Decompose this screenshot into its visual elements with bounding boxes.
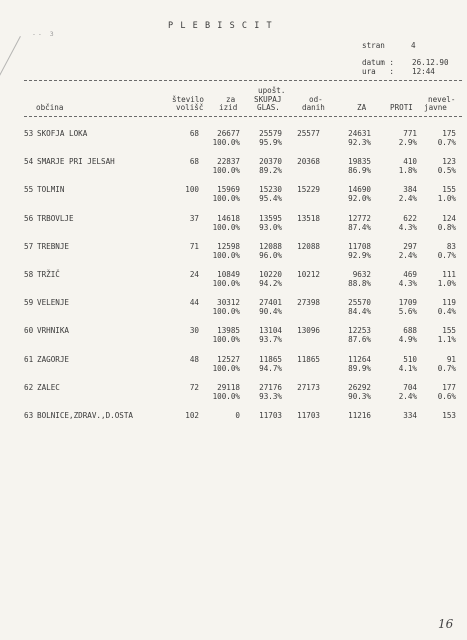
time-label: ura :	[362, 67, 395, 76]
cell-skupaj: 12088	[259, 241, 282, 251]
cell-oddanih: 12088	[297, 241, 320, 251]
cell-proti-pct: 4.3%	[398, 222, 417, 232]
corner-mark: -- 3	[32, 30, 56, 38]
table-row	[0, 299, 467, 329]
cell-skupaj-pct: 95.9%	[259, 138, 282, 147]
cell-skupaj: 27401	[259, 298, 282, 308]
cell-skupaj: 13595	[259, 213, 282, 223]
cell-za: 11264	[348, 354, 371, 364]
cell-za-pct: 88.8%	[348, 279, 371, 288]
cell-volisc: 71	[189, 241, 199, 251]
cell-nevel-pct: 1.1%	[437, 335, 456, 345]
cell-no: 61	[24, 354, 34, 364]
cell-proti: 297	[403, 241, 417, 251]
header-upost-3: izid	[219, 103, 238, 112]
cell-izid: 12527	[217, 354, 240, 364]
cell-name: TRBOVLJE	[37, 213, 74, 223]
cell-izid: 13985	[217, 326, 240, 336]
table-row	[0, 243, 467, 273]
cell-nevel: 155	[442, 185, 456, 195]
cell-oddanih: 27173	[297, 382, 320, 392]
cell-skupaj: 25579	[259, 129, 282, 138]
cell-nevel: 83	[446, 241, 456, 251]
cell-za: 12253	[348, 326, 371, 336]
cell-izid-pct: 100.0%	[212, 335, 240, 345]
cell-izid: 0	[235, 411, 240, 420]
cell-oddanih: 13096	[297, 326, 320, 336]
cell-nevel-pct: 0.5%	[437, 166, 456, 176]
cell-no: 57	[24, 241, 34, 251]
cell-name: VELENJE	[37, 298, 70, 308]
table-row	[0, 327, 467, 357]
cell-no: 63	[24, 411, 34, 420]
table-row	[0, 186, 467, 216]
cell-za-pct: 92.3%	[348, 138, 371, 147]
cell-no: 56	[24, 213, 34, 223]
cell-izid-pct: 100.0%	[212, 222, 240, 232]
cell-za-pct: 92.9%	[348, 250, 371, 260]
header-neveljavne-2: javne	[424, 103, 447, 112]
cell-oddanih: 27398	[297, 298, 320, 308]
cell-oddanih: 13518	[297, 213, 320, 223]
cell-za-pct: 87.4%	[348, 222, 371, 232]
cell-proti-pct: 4.9%	[398, 335, 417, 345]
cell-volisc: 48	[189, 354, 199, 364]
cell-skupaj-pct: 89.2%	[259, 166, 282, 176]
cell-za: 9632	[352, 270, 371, 279]
header-upost-1: upošt.	[258, 86, 286, 95]
table-row	[0, 271, 467, 301]
cell-proti-pct: 4.1%	[398, 363, 417, 373]
cell-skupaj-pct: 95.4%	[259, 194, 282, 204]
cell-volisc: 24	[189, 270, 199, 279]
cell-nevel-pct: 0.7%	[437, 250, 456, 260]
cell-proti-pct: 4.3%	[398, 279, 417, 288]
cell-proti-pct: 2.4%	[398, 194, 417, 204]
cell-nevel: 123	[442, 157, 456, 167]
cell-izid-pct: 100.0%	[212, 166, 240, 176]
cell-volisc: 72	[189, 382, 199, 392]
header-skupaj-2: GLAS.	[257, 103, 280, 112]
cell-proti: 1709	[398, 298, 417, 308]
cell-no: 59	[24, 298, 34, 308]
header-za: ZA	[357, 103, 367, 112]
table-row	[0, 356, 467, 386]
cell-proti: 469	[403, 270, 417, 279]
cell-name: ZALEC	[37, 382, 60, 392]
cell-izid-pct: 100.0%	[212, 307, 240, 317]
cell-oddanih: 25577	[297, 129, 320, 138]
table-row	[0, 215, 467, 245]
document-title: PLEBISCIT	[168, 21, 279, 31]
cell-izid-pct: 100.0%	[212, 363, 240, 373]
cell-volisc: 102	[185, 411, 199, 420]
header-oddanih-2: danih	[302, 103, 325, 112]
header-oddanih-1: od-	[309, 95, 323, 104]
cell-nevel-pct: 0.7%	[437, 138, 456, 147]
cell-name: ZAGORJE	[37, 354, 70, 364]
cell-skupaj: 11865	[259, 354, 282, 364]
cell-oddanih: 11703	[297, 411, 320, 420]
cell-oddanih: 10212	[297, 270, 320, 279]
cell-nevel-pct: 0.6%	[437, 391, 456, 401]
cell-proti-pct: 1.8%	[398, 166, 417, 176]
cell-volisc: 100	[185, 185, 199, 195]
cell-volisc: 37	[189, 213, 199, 223]
cell-skupaj: 20370	[259, 157, 282, 167]
cell-izid: 22837	[217, 157, 240, 167]
cell-name: BOLNICE,ZDRAV.,D.OSTA	[37, 411, 134, 420]
cell-za: 19835	[348, 157, 371, 167]
cell-za: 26292	[348, 382, 371, 392]
cell-izid-pct: 100.0%	[212, 138, 240, 147]
cell-skupaj-pct: 90.4%	[259, 307, 282, 317]
cell-oddanih: 15229	[297, 185, 320, 195]
cell-proti: 622	[403, 213, 417, 223]
cell-no: 58	[24, 270, 34, 279]
cell-no: 55	[24, 185, 34, 195]
cell-nevel: 155	[442, 326, 456, 336]
cell-nevel: 153	[442, 411, 456, 420]
cell-no: 60	[24, 326, 34, 336]
table-row	[0, 384, 467, 414]
cell-skupaj-pct: 96.0%	[259, 250, 282, 260]
cell-volisc: 68	[189, 129, 199, 138]
cell-oddanih: 20368	[297, 157, 320, 167]
cell-za: 25570	[348, 298, 371, 308]
cell-za: 11708	[348, 241, 371, 251]
cell-volisc: 68	[189, 157, 199, 167]
cell-name: VRHNIKA	[37, 326, 70, 336]
cell-nevel-pct: 1.0%	[437, 279, 456, 288]
cell-skupaj-pct: 93.7%	[259, 335, 282, 345]
cell-nevel: 175	[442, 129, 456, 138]
cell-nevel-pct: 0.7%	[437, 363, 456, 373]
header-stevilo-1: število	[172, 95, 205, 104]
cell-no: 54	[24, 157, 34, 167]
cell-nevel-pct: 0.4%	[437, 307, 456, 317]
cell-izid: 14618	[217, 213, 240, 223]
cell-skupaj: 10220	[259, 270, 282, 279]
cell-skupaj-pct: 93.3%	[259, 391, 282, 401]
cell-izid-pct: 100.0%	[212, 250, 240, 260]
date-value: 26.12.90	[412, 58, 449, 67]
cell-skupaj: 13104	[259, 326, 282, 336]
cell-za: 12772	[348, 213, 371, 223]
cell-proti: 334	[403, 411, 417, 420]
header-bottom-rule	[24, 116, 462, 117]
cell-izid-pct: 100.0%	[212, 194, 240, 204]
header-proti: PROTI	[390, 103, 413, 112]
cell-izid: 26677	[217, 129, 240, 138]
cell-proti-pct: 2.4%	[398, 250, 417, 260]
handwritten-page-mark: 16	[438, 617, 454, 631]
cell-no: 62	[24, 382, 34, 392]
cell-volisc: 30	[189, 326, 199, 336]
cell-skupaj: 11703	[259, 411, 282, 420]
cell-izid-pct: 100.0%	[212, 391, 240, 401]
cell-izid-pct: 100.0%	[212, 279, 240, 288]
cell-proti: 410	[403, 157, 417, 167]
header-top-rule	[24, 80, 462, 81]
cell-proti: 384	[403, 185, 417, 195]
cell-za: 14690	[348, 185, 371, 195]
page-label: stran	[362, 41, 385, 50]
page-number: 4	[411, 41, 416, 50]
cell-name: TOLMIN	[37, 185, 65, 195]
cell-nevel: 91	[446, 354, 456, 364]
cell-proti-pct: 2.9%	[398, 138, 417, 147]
cell-za-pct: 89.9%	[348, 363, 371, 373]
cell-nevel: 177	[442, 382, 456, 392]
cell-za-pct: 92.0%	[348, 194, 371, 204]
cell-proti-pct: 5.6%	[398, 307, 417, 317]
date-label: datum :	[362, 58, 395, 67]
time-value: 12:44	[412, 67, 435, 76]
cell-izid: 12598	[217, 241, 240, 251]
cell-izid: 10849	[217, 270, 240, 279]
cell-nevel-pct: 0.8%	[437, 222, 456, 232]
cell-no: 53	[24, 129, 34, 138]
header-stevilo-2: volišč	[176, 103, 204, 112]
cell-proti-pct: 2.4%	[398, 391, 417, 401]
cell-izid: 30312	[217, 298, 240, 308]
cell-za: 11216	[348, 411, 371, 420]
cell-za-pct: 90.3%	[348, 391, 371, 401]
cell-za-pct: 86.9%	[348, 166, 371, 176]
cell-oddanih: 11865	[297, 354, 320, 364]
cell-za-pct: 84.4%	[348, 307, 371, 317]
cell-nevel: 119	[442, 298, 456, 308]
cell-skupaj-pct: 93.0%	[259, 222, 282, 232]
cell-name: SMARJE PRI JELSAH	[37, 157, 115, 167]
cell-skupaj: 15230	[259, 185, 282, 195]
cell-name: TREBNJE	[37, 241, 70, 251]
cell-name: TRŽIČ	[37, 270, 60, 279]
cell-skupaj: 27176	[259, 382, 282, 392]
cell-proti: 771	[403, 129, 417, 138]
cell-volisc: 44	[189, 298, 199, 308]
header-neveljavne-1: nevel-	[428, 95, 456, 104]
cell-name: SKOFJA LOKA	[37, 129, 88, 138]
cell-proti: 704	[403, 382, 417, 392]
cell-nevel-pct: 1.0%	[437, 194, 456, 204]
header-upost-2: za	[226, 95, 236, 104]
cell-za-pct: 87.6%	[348, 335, 371, 345]
cell-proti: 688	[403, 326, 417, 336]
cell-izid: 15969	[217, 185, 240, 195]
cell-nevel: 111	[442, 270, 456, 279]
cell-skupaj-pct: 94.7%	[259, 363, 282, 373]
pen-stroke-mark	[0, 36, 21, 91]
cell-izid: 29118	[217, 382, 240, 392]
header-obcina: občina	[36, 103, 64, 112]
cell-za: 24631	[348, 129, 371, 138]
header-skupaj-1: SKUPAJ	[254, 95, 282, 104]
cell-skupaj-pct: 94.2%	[259, 279, 282, 288]
table-row	[0, 412, 467, 442]
cell-nevel: 124	[442, 213, 456, 223]
cell-proti: 510	[403, 354, 417, 364]
table-row	[0, 158, 467, 188]
table-row	[0, 130, 467, 160]
